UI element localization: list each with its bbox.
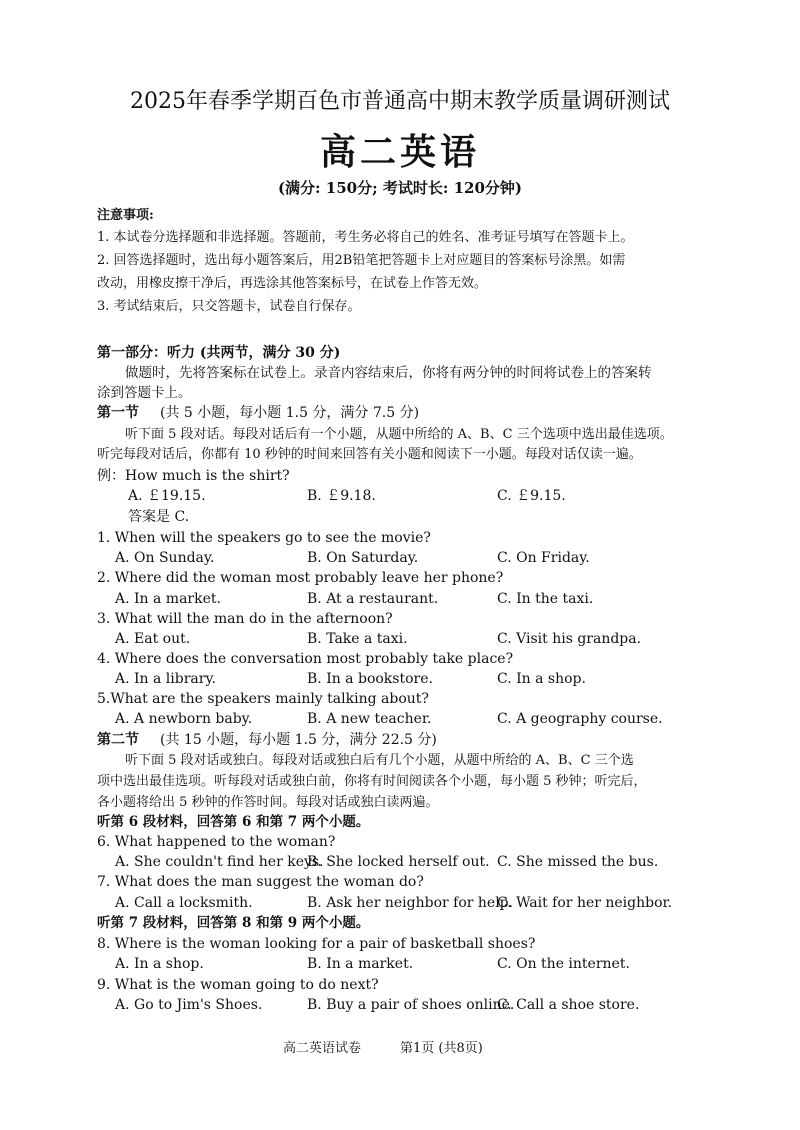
- section2-instr-3: 各小题将给出 5 秒钟的作答时间。每段对话或独白读两遍。: [97, 795, 439, 810]
- q5-option-b: B. A new teacher.: [307, 711, 432, 727]
- section2-heading: 第二节: [97, 732, 139, 748]
- score-time: (满分: 150分; 考试时长: 120分钟): [277, 179, 523, 197]
- material-7-heading: 听第 7 段材料，回答第 8 和第 9 两个小题。: [97, 915, 370, 931]
- q9-option-a: A. Go to Jim's Shoes.: [115, 997, 263, 1013]
- question-6: 6. What happened to the woman?: [97, 834, 336, 850]
- q7-option-b: B. Ask her neighbor for help.: [307, 895, 514, 911]
- q4-option-c: C. In a shop.: [497, 671, 586, 687]
- example-option-c: C. ￡9.15.: [497, 488, 566, 504]
- q6-option-c: C. She missed the bus.: [497, 854, 659, 870]
- material-6-heading: 听第 6 段材料，回答第 6 和第 7 两个小题。: [97, 814, 370, 830]
- example-question: 例：How much is the shirt?: [97, 468, 290, 484]
- example-answer: 答案是 C.: [128, 509, 190, 525]
- example-option-b: B. ￡9.18.: [307, 488, 376, 504]
- section1-instr-1: 听下面 5 段对话。每段对话后有一个小题，从题中所给的 A、B、C 三个选项中选出最佳选项。: [125, 427, 673, 442]
- section2-detail: (共 15 小题，每小题 1.5 分，满分 22.5 分): [160, 732, 437, 748]
- q5-option-a: A. A newborn baby.: [115, 711, 253, 727]
- q8-option-a: A. In a shop.: [115, 956, 204, 972]
- section1-detail: (共 5 小题，每小题 1.5 分，满分 7.5 分): [160, 405, 420, 421]
- q1-option-b: B. On Saturday.: [307, 550, 419, 566]
- part1-intro-1: 做题时，先将答案标在试卷上。录音内容结束后，你将有两分钟的时间将试卷上的答案转: [125, 365, 652, 381]
- question-3: 3. What will the man do in the afternoon?: [97, 611, 393, 627]
- q9-option-c: C. Call a shoe store.: [497, 997, 640, 1013]
- section2-instr-1: 听下面 5 段对话或独白。每段对话或独白后有几个小题，从题中所给的 A、B、C 三个选: [125, 753, 634, 768]
- q1-option-a: A. On Sunday.: [115, 550, 215, 566]
- q6-option-a: A. She couldn't find her keys.: [115, 854, 324, 870]
- q9-option-b: B. Buy a pair of shoes online.: [307, 997, 515, 1013]
- q6-option-b: B. She locked herself out.: [307, 854, 490, 870]
- q3-option-b: B. Take a taxi.: [307, 631, 408, 647]
- exam-title: 2025年春季学期百色市普通高中期末教学质量调研测试: [130, 89, 670, 114]
- section2-instr-2: 项中选出最佳选项。听每段对话或独白前，你将有时间阅读各个小题，每小题 5 秒钟；听完后，: [97, 774, 647, 789]
- q8-option-c: C. On the internet.: [497, 956, 630, 972]
- q2-option-b: B. At a restaurant.: [307, 591, 439, 607]
- section1-instr-2: 听完每段对话后，你都有 10 秒钟的时间来回答有关小题和阅读下一小题。每段对话仅读一遍。: [97, 447, 642, 462]
- q2-option-c: C. In the taxi.: [497, 591, 594, 607]
- footer-subject: 高二英语试卷: [283, 1041, 362, 1056]
- notice-line-1: 1. 本试卷分选择题和非选择题。答题前，考生务必将自己的姓名、准考证号填写在答题卡上。: [97, 230, 634, 245]
- notice-line-2: 2. 回答选择题时，选出每小题答案后，用2B铅笔把答题卡上对应题目的答案标号涂黑。如需: [97, 253, 626, 268]
- q3-option-c: C. Visit his grandpa.: [497, 631, 642, 647]
- q1-option-c: C. On Friday.: [497, 550, 590, 566]
- q4-option-b: B. In a bookstore.: [307, 671, 433, 687]
- notice-line-3: 改动，用橡皮擦干净后，再选涂其他答案标号，在试卷上作答无效。: [97, 276, 488, 291]
- q2-option-a: A. In a market.: [115, 591, 221, 607]
- part1-heading: 第一部分：听力 (共两节，满分 30 分): [97, 345, 341, 361]
- q7-option-c: C. Wait for her neighbor.: [497, 895, 673, 911]
- question-7: 7. What does the man suggest the woman do?: [97, 874, 424, 890]
- question-1: 1. When will the speakers go to see the movie?: [97, 530, 431, 546]
- q7-option-a: A. Call a locksmith.: [115, 895, 253, 911]
- q8-option-b: B. In a market.: [307, 956, 414, 972]
- notice-heading: 注意事项:: [97, 208, 154, 223]
- subject-title: 高二英语: [319, 131, 480, 173]
- q3-option-a: A. Eat out.: [115, 631, 191, 647]
- part1-intro-2: 涂到答题卡上。: [97, 385, 192, 401]
- footer-page: 第1页 (共8页): [400, 1041, 483, 1056]
- question-9: 9. What is the woman going to do next?: [97, 977, 379, 993]
- question-8: 8. Where is the woman looking for a pair of basketball shoes?: [97, 936, 536, 952]
- section1-heading: 第一节: [97, 405, 139, 421]
- question-2: 2. Where did the woman most probably leave her phone?: [97, 570, 504, 586]
- notice-line-4: 3. 考试结束后，只交答题卡，试卷自行保存。: [97, 299, 361, 314]
- question-4: 4. Where does the conversation most probably take place?: [97, 651, 514, 667]
- example-option-a: A. ￡19.15.: [128, 488, 206, 504]
- question-5: 5.What are the speakers mainly talking about?: [97, 691, 429, 707]
- q4-option-a: A. In a library.: [115, 671, 216, 687]
- q5-option-c: C. A geography course.: [497, 711, 663, 727]
